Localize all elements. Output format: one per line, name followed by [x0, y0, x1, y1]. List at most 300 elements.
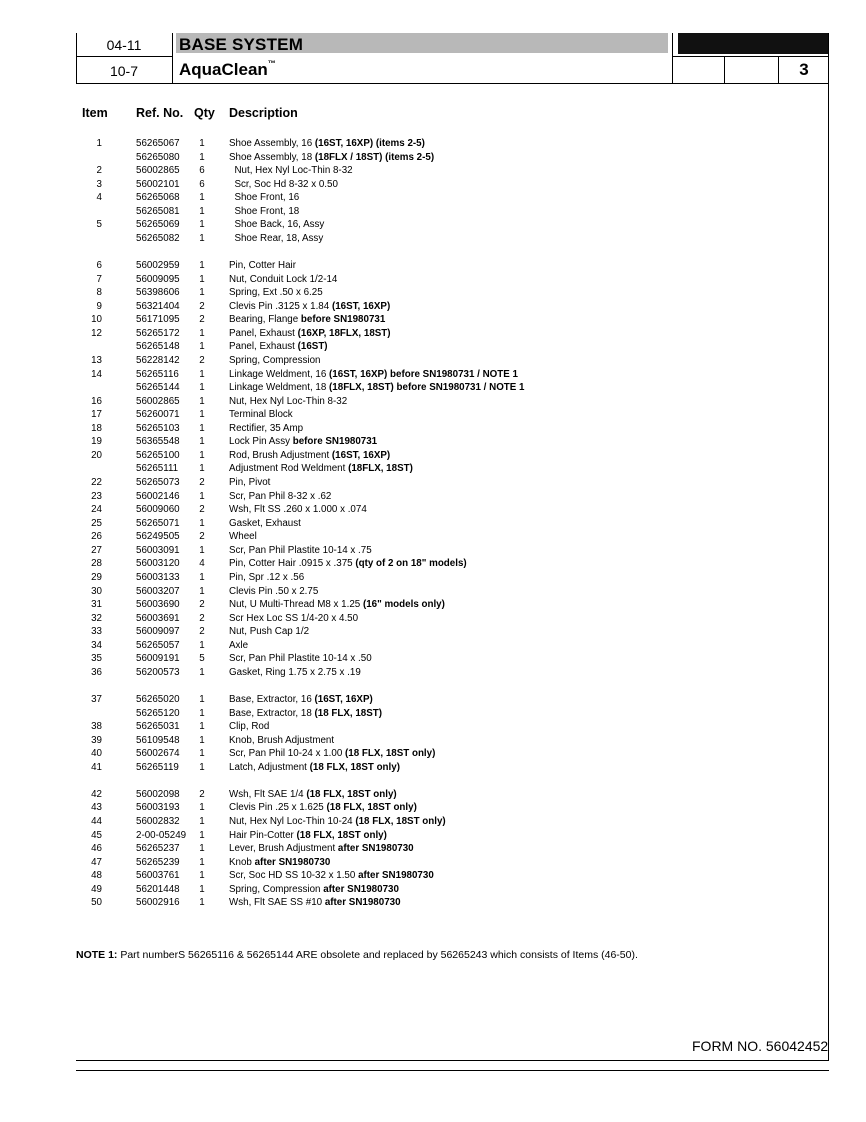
quantity: 1: [199, 748, 205, 760]
description: [229, 137, 425, 150]
item-number: 25: [91, 517, 102, 529]
ref-number: 56002098: [136, 788, 180, 800]
header-mid-line: [672, 56, 829, 57]
description-text: Nut, Hex Nyl Loc-Thin 8-32: [229, 165, 353, 177]
description: [229, 869, 434, 882]
ref-number: 56265116: [136, 368, 179, 380]
description-text: Lock Pin Assy: [229, 436, 293, 448]
description: [229, 815, 446, 828]
description-text: Bearing, Flange: [229, 314, 301, 326]
description: [229, 598, 445, 611]
right-border: [828, 83, 829, 1060]
description: [229, 381, 525, 394]
description: [229, 205, 299, 218]
bottom-line-lower: [76, 1070, 829, 1071]
quantity: 1: [199, 585, 205, 597]
description-text: Gasket, Ring 1.75 x 2.75 x .19: [229, 666, 361, 678]
quantity: 1: [199, 341, 205, 353]
description-text: Rod, Brush Adjustment: [229, 449, 332, 461]
description-qualifier: (18 FLX, 18ST only): [355, 816, 446, 827]
quantity: 1: [199, 694, 205, 705]
description: [229, 435, 377, 448]
quantity: 1: [199, 232, 205, 244]
header-divider: [672, 33, 673, 83]
quantity: 1: [199, 856, 205, 868]
description-qualifier: after SN1980730: [323, 883, 399, 895]
description-text: Linkage Weldment, 16: [229, 368, 330, 380]
column-header-ref: Ref. No.: [136, 106, 184, 120]
description: [229, 761, 400, 774]
quantity: 1: [199, 870, 205, 882]
description-qualifier: (16ST, 16XP): [331, 449, 391, 461]
quantity: 1: [199, 897, 205, 909]
description-text: Pin, Cotter Hair .0915 x .375: [229, 558, 356, 570]
ref-number: 56002865: [136, 395, 180, 407]
item-number: 41: [91, 761, 102, 773]
description: [229, 422, 303, 435]
page-number: 3: [799, 60, 809, 79]
description-text: Shoe Rear, 18, Assy: [229, 232, 324, 244]
ref-number: 56265172: [136, 327, 180, 339]
description: [229, 571, 304, 584]
quantity: 1: [199, 666, 205, 678]
quantity: 1: [199, 707, 205, 719]
item-number: 42: [91, 788, 102, 800]
ref-number: 56002146: [136, 490, 180, 502]
description-text: Nut, Hex Nyl Loc-Thin 8-32: [229, 395, 348, 407]
description-text: Scr, Pan Phil Plastite 10-14 x .50: [229, 653, 372, 665]
quantity: 1: [199, 883, 205, 895]
ref-number: 56228142: [136, 355, 180, 366]
item-number: 43: [91, 802, 102, 814]
description-text: Clevis Pin .50 x 2.75: [229, 585, 319, 597]
description-text: Wsh, Flt SAE 1/4: [229, 788, 307, 800]
description: [229, 408, 293, 421]
ref-number: 56265103: [136, 422, 180, 434]
ref-number: 56003133: [136, 571, 180, 583]
item-number: 33: [91, 626, 102, 638]
description: [229, 313, 385, 326]
quantity: 1: [199, 449, 205, 461]
item-number: 39: [91, 734, 102, 746]
ref-number: 56265073: [136, 477, 180, 488]
description-qualifier: (18 FLX, 18ST only): [306, 788, 397, 800]
item-number: 2: [96, 165, 102, 177]
ref-number: 56265020: [136, 694, 180, 705]
ref-number: 56200573: [136, 666, 180, 678]
item-number: 7: [96, 273, 102, 285]
item-number: 10: [91, 314, 102, 326]
description: [229, 544, 372, 557]
description-text: Shoe Front, 16: [229, 192, 300, 204]
ref-number: 56249505: [136, 531, 180, 543]
ref-number: 56201448: [136, 883, 180, 895]
item-number: 37: [91, 694, 102, 705]
quantity: 1: [199, 571, 205, 583]
ref-number: 56171095: [136, 314, 180, 326]
description-qualifier: (qty of 2 on 18" models): [355, 558, 467, 570]
ref-number: 56265120: [136, 707, 180, 719]
description: [229, 191, 299, 204]
quantity: 1: [199, 734, 205, 746]
ref-number: 56003690: [136, 599, 180, 610]
quantity: 1: [199, 219, 205, 231]
quantity: 2: [199, 314, 205, 326]
description-text: Rectifier, 35 Amp: [229, 422, 304, 434]
description: [229, 720, 269, 733]
quantity: 4: [199, 558, 205, 570]
description: [229, 747, 435, 760]
ref-number: 56265080: [136, 151, 180, 163]
ref-number: 56265082: [136, 232, 180, 244]
description-text: Pin, Cotter Hair: [229, 260, 296, 271]
description-qualifier: before SN1980731: [300, 314, 386, 326]
item-number: 13: [91, 355, 102, 366]
description: [229, 273, 337, 286]
description-qualifier: (16ST, 16XP): [331, 300, 391, 312]
quantity: 2: [199, 355, 205, 366]
description: [229, 354, 320, 367]
description-qualifier: (18 FLX, 18ST only): [309, 761, 400, 773]
description: [229, 503, 367, 516]
ref-number: 56003120: [136, 558, 180, 570]
quantity: 5: [199, 653, 205, 665]
description-text: Nut, Push Cap 1/2: [229, 626, 310, 638]
ref-number: 56003691: [136, 612, 180, 624]
description-text: Nut, Hex Nyl Loc-Thin 10-24: [229, 816, 356, 827]
item-number: 31: [91, 599, 102, 610]
description-text: Scr, Pan Phil 10-24 x 1.00: [229, 748, 345, 760]
ref-number: 56321404: [136, 300, 180, 312]
ref-number: 56009060: [136, 504, 180, 516]
ref-number: 2-00-05249: [136, 829, 187, 841]
quantity: 2: [199, 477, 205, 488]
ref-number: 56002832: [136, 816, 180, 827]
description-text: Nut, Conduit Lock 1/2-14: [229, 273, 338, 285]
trademark-symbol: ™: [267, 59, 276, 68]
quantity: 1: [199, 639, 205, 651]
quantity: 6: [199, 165, 205, 177]
description-text: Adjustment Rod Weldment: [229, 463, 349, 475]
description: [229, 693, 373, 706]
ref-number: 56109548: [136, 734, 180, 746]
description-text: Terminal Block: [229, 409, 293, 421]
description: [229, 395, 347, 408]
ref-number: 56002674: [136, 748, 180, 760]
form-number: FORM NO. 56042452: [692, 1038, 829, 1054]
item-number: 35: [91, 653, 102, 665]
item-number: 29: [91, 571, 102, 583]
description-text: Gasket, Exhaust: [229, 517, 301, 529]
item-number: 4: [96, 192, 102, 204]
description-qualifier: before SN1980731: [292, 436, 378, 448]
item-number: 28: [91, 558, 102, 570]
description: [229, 801, 417, 814]
description: [229, 476, 270, 489]
description: [229, 612, 358, 625]
description: [229, 232, 323, 245]
quantity: 1: [199, 327, 205, 339]
item-number: 46: [91, 843, 102, 855]
description-text: Base, Extractor, 16: [229, 694, 315, 705]
item-number: 12: [91, 327, 102, 339]
header-black-bar: [678, 33, 828, 54]
quantity: 1: [199, 287, 205, 299]
description: [229, 856, 330, 869]
item-number: 26: [91, 531, 102, 543]
item-number: 3: [96, 178, 102, 190]
item-number: 32: [91, 612, 102, 624]
column-header-item: Item: [82, 106, 108, 120]
description-text: Spring, Ext .50 x 6.25: [229, 287, 323, 299]
item-number: 9: [96, 300, 102, 312]
item-number: 27: [91, 544, 102, 556]
ref-number: 56265031: [136, 721, 180, 733]
description: [229, 734, 334, 747]
description-text: Spring, Compression: [229, 355, 321, 366]
description: [229, 340, 328, 353]
quantity: 1: [199, 816, 205, 827]
item-number: 18: [91, 422, 102, 434]
description-qualifier: (16ST): [297, 341, 328, 353]
quantity: 2: [199, 504, 205, 516]
description: [229, 259, 296, 272]
item-number: 5: [96, 219, 102, 231]
item-number: 36: [91, 666, 102, 678]
ref-number: 56009097: [136, 626, 180, 638]
description-text: Shoe Assembly, 18: [229, 151, 315, 163]
quantity: 1: [199, 490, 205, 502]
header-bottom-line: [76, 83, 829, 84]
ref-number: 56265081: [136, 205, 180, 217]
ref-number: 56265057: [136, 639, 180, 651]
description-text: Clevis Pin .25 x 1.625: [229, 802, 327, 814]
ref-number: 56265144: [136, 382, 180, 394]
quantity: 1: [199, 205, 205, 217]
description-text: Scr, Soc Hd 8-32 x 0.50: [229, 178, 338, 190]
description: [229, 652, 372, 665]
description-qualifier: (18 FLX, 18ST): [314, 707, 383, 719]
quantity: 1: [199, 151, 205, 163]
description-text: Pin, Spr .12 x .56: [229, 571, 305, 583]
description-qualifier: (18 FLX, 18ST only): [326, 802, 417, 814]
quantity: 1: [199, 436, 205, 448]
item-number: 22: [91, 477, 102, 488]
description-text: Base, Extractor, 18: [229, 707, 315, 719]
quantity: 1: [199, 382, 205, 394]
note: [76, 949, 638, 961]
description-text: Spring, Compression: [229, 883, 324, 895]
bottom-line: [76, 1060, 829, 1061]
item-number: 48: [91, 870, 102, 882]
description-qualifier: after SN1980730: [254, 856, 331, 868]
ref-number: 56002916: [136, 897, 180, 909]
quantity: 1: [199, 843, 205, 855]
ref-number: 56003193: [136, 802, 180, 814]
section-code: 10-7: [109, 63, 139, 79]
note-text: Part numberS 56265116 & 56265144 ARE obsolete and replaced by 56265243 which consists of Items (46-50).: [117, 949, 638, 961]
description: [229, 666, 361, 679]
description-text: Wsh, Flt SAE SS #10: [229, 897, 325, 909]
description: [229, 178, 338, 191]
description-text: Wheel: [229, 531, 257, 543]
description-qualifier: (16ST, 16XP) (items 2-5): [314, 138, 425, 149]
quantity: 1: [199, 802, 205, 814]
description-qualifier: (18FLX, 18ST) before SN1980731 / NOTE 1: [329, 382, 525, 394]
item-number: 16: [91, 395, 102, 407]
quantity: 1: [199, 721, 205, 733]
description: [229, 896, 401, 909]
description: [229, 585, 318, 598]
description: [229, 462, 413, 475]
item-number: 20: [91, 449, 102, 461]
header-border-right: [828, 33, 829, 83]
description-text: Axle: [229, 639, 249, 651]
quantity: 1: [199, 517, 205, 529]
ref-number: 56009191: [136, 653, 180, 665]
description: [229, 490, 331, 503]
quantity: 1: [199, 368, 205, 380]
description-text: Shoe Back, 16, Assy: [229, 219, 325, 231]
quantity: 1: [199, 409, 205, 421]
header-divider: [778, 57, 779, 83]
item-number: 1: [96, 138, 102, 149]
description-qualifier: (16XP, 18FLX, 18ST): [297, 327, 391, 339]
item-number: 40: [91, 748, 102, 760]
ref-number: 56009095: [136, 273, 180, 285]
ref-number: 56260071: [136, 409, 180, 421]
description-text: Linkage Weldment, 18: [229, 382, 330, 394]
page-subtitle: AquaClean™: [179, 59, 276, 79]
description-text: Knob: [229, 856, 255, 868]
description: [229, 557, 467, 570]
quantity: 1: [199, 260, 205, 271]
item-number: 30: [91, 585, 102, 597]
note-label: NOTE 1:: [76, 949, 118, 961]
description: [229, 449, 390, 462]
description-qualifier: (16ST, 16XP) before SN1980731 / NOTE 1: [329, 368, 518, 380]
ref-number: 56003207: [136, 585, 180, 597]
description-text: Shoe Assembly, 16: [229, 138, 315, 149]
quantity: 2: [199, 599, 205, 610]
ref-number: 56003761: [136, 870, 180, 882]
description: [229, 300, 390, 313]
ref-number: 56003091: [136, 544, 180, 556]
quantity: 1: [199, 544, 205, 556]
description-text: Panel, Exhaust: [229, 327, 298, 339]
description-text: Lever, Brush Adjustment: [229, 843, 338, 855]
quantity: 2: [199, 612, 205, 624]
quantity: 1: [199, 829, 205, 841]
quantity: 1: [199, 422, 205, 434]
ref-number: 56265111: [136, 463, 179, 475]
description: [229, 639, 248, 652]
item-number: 23: [91, 490, 102, 502]
item-number: 47: [91, 856, 102, 868]
ref-number: 56265237: [136, 843, 180, 855]
header-mid-line: [76, 56, 173, 57]
quantity: 1: [199, 395, 205, 407]
quantity: 1: [199, 192, 205, 204]
description: [229, 530, 257, 543]
description: [229, 286, 323, 299]
ref-number: 56265119: [136, 761, 179, 773]
description-qualifier: after SN1980730: [324, 897, 401, 909]
ref-number: 56265067: [136, 138, 180, 149]
description: [229, 883, 399, 896]
column-header-qty: Qty: [194, 106, 215, 120]
ref-number: 56265100: [136, 449, 180, 461]
description-qualifier: (16ST, 16XP): [314, 694, 373, 705]
column-header-description: Description: [229, 106, 298, 120]
item-number: 45: [91, 829, 102, 841]
description-text: Nut, U Multi-Thread M8 x 1.25: [229, 599, 363, 610]
item-number: 24: [91, 504, 102, 516]
ref-number: 56265068: [136, 192, 180, 204]
item-number: 49: [91, 883, 102, 895]
ref-number: 56002959: [136, 260, 180, 271]
item-number: 8: [96, 287, 102, 299]
item-number: 19: [91, 436, 102, 448]
quantity: 2: [199, 531, 205, 543]
description: [229, 151, 434, 164]
ref-number: 56365548: [136, 436, 180, 448]
description: [229, 842, 414, 855]
description-qualifier: (18FLX, 18ST): [348, 463, 413, 475]
ref-number: 56002101: [136, 178, 180, 190]
description: [229, 218, 324, 231]
description: [229, 164, 353, 177]
header-divider: [724, 57, 725, 83]
description: [229, 517, 301, 530]
description: [229, 788, 397, 801]
description-qualifier: after SN1980730: [358, 870, 434, 882]
description-text: Hair Pin-Cotter: [229, 829, 297, 841]
item-number: 38: [91, 721, 102, 733]
description-text: Clip, Rod: [229, 721, 270, 733]
page-title: BASE SYSTEM: [179, 35, 304, 54]
description-text: Scr, Soc HD SS 10-32 x 1.50: [229, 870, 359, 882]
revision-date: 04-11: [106, 37, 142, 53]
description: [229, 829, 387, 842]
description-qualifier: (16" models only): [362, 599, 445, 610]
description-qualifier: (18 FLX, 18ST only): [345, 748, 436, 760]
item-number: 17: [91, 409, 102, 421]
ref-number: 56265069: [136, 219, 180, 231]
description-qualifier: after SN1980730: [337, 843, 414, 855]
item-number: 6: [96, 260, 102, 271]
description-text: Panel, Exhaust: [229, 341, 298, 353]
description-text: Shoe Front, 18: [229, 205, 300, 217]
quantity: 2: [199, 788, 205, 800]
quantity: 1: [199, 138, 205, 149]
ref-number: 56265071: [136, 517, 180, 529]
header-divider: [172, 33, 173, 83]
description-text: Wsh, Flt SS .260 x 1.000 x .074: [229, 504, 367, 516]
item-number: 44: [91, 816, 102, 827]
description-text: Pin, Pivot: [229, 477, 271, 488]
ref-number: 56265239: [136, 856, 180, 868]
description-qualifier: (18FLX / 18ST) (items 2-5): [314, 151, 435, 163]
quantity: 2: [199, 300, 205, 312]
quantity: 1: [199, 463, 205, 475]
description-text: Scr, Pan Phil 8-32 x .62: [229, 490, 332, 502]
quantity: 1: [199, 273, 205, 285]
item-number: 50: [91, 897, 102, 909]
ref-number: 56398606: [136, 287, 180, 299]
description: [229, 625, 309, 638]
description: [229, 368, 518, 381]
